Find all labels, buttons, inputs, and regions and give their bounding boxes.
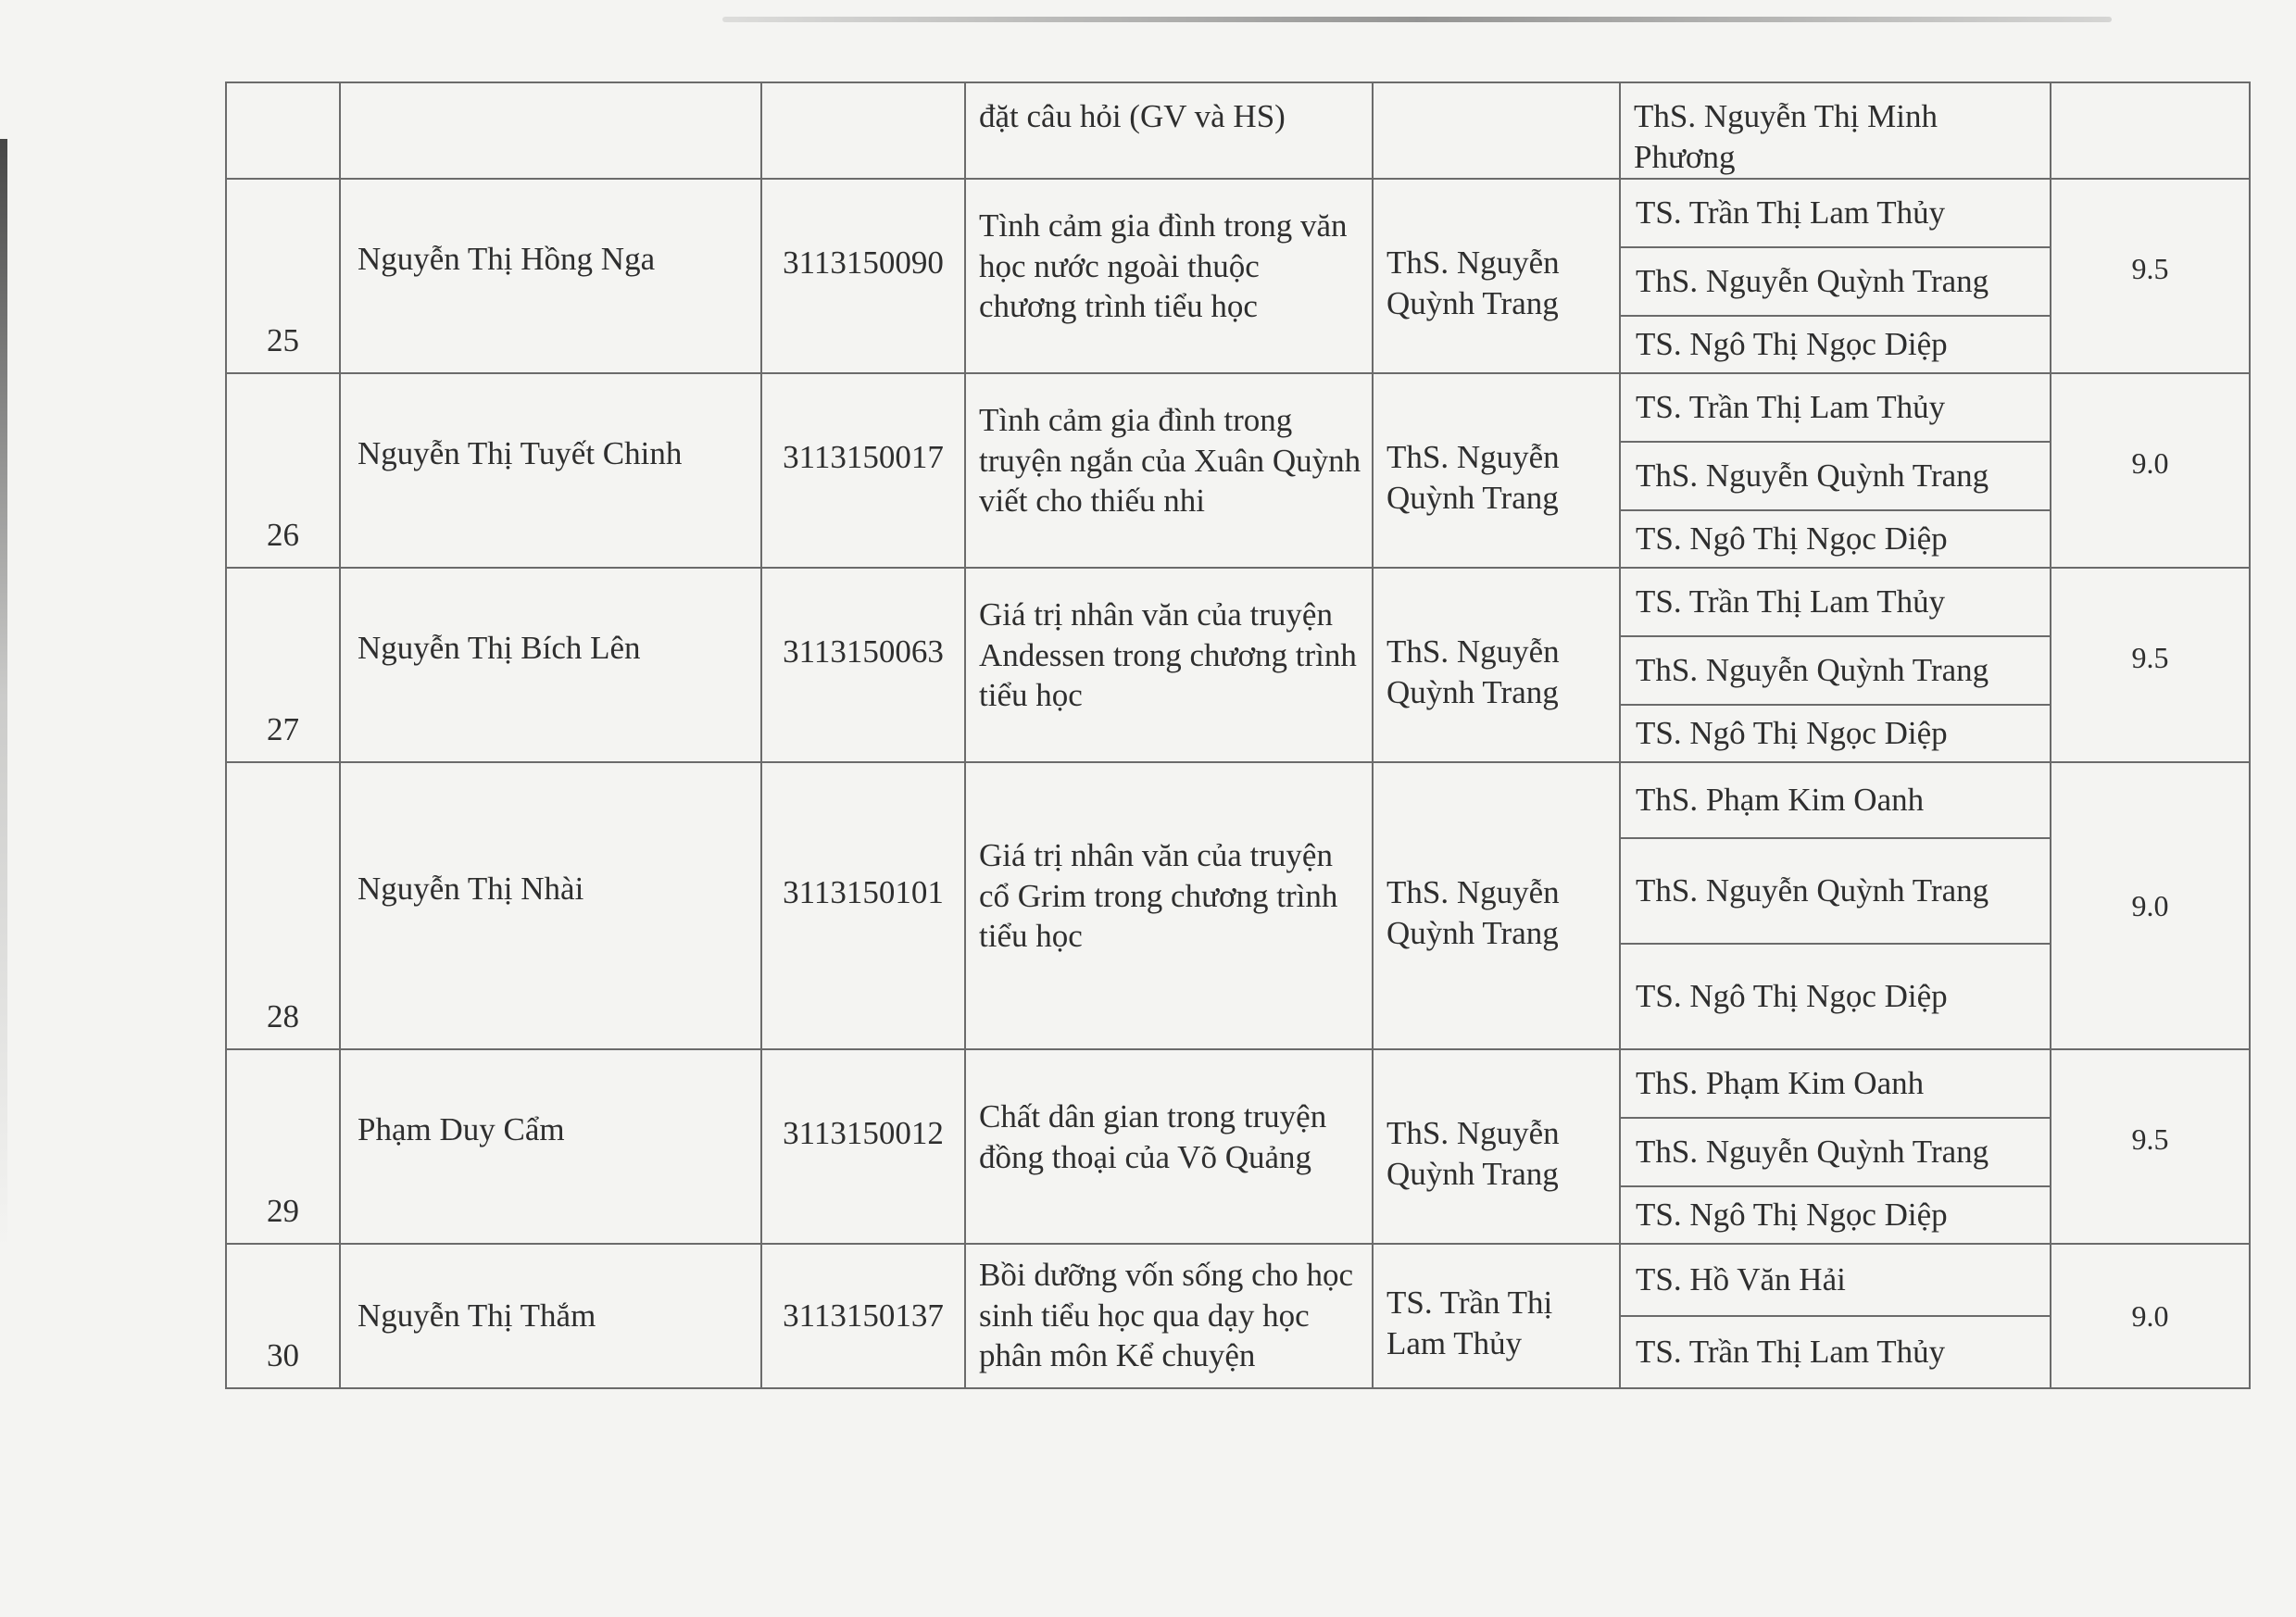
advisor-text: ThS. Nguyễn Quỳnh Trang (1386, 438, 1560, 516)
student-name: Nguyễn Thị Bích Lên (358, 629, 641, 666)
cell-council-member: ThS. Phạm Kim Oanh (1620, 762, 2051, 838)
cell-topic (965, 568, 1373, 762)
score-text: 9.5 (2131, 640, 2169, 674)
council-member-cont: Phương (1634, 138, 1736, 175)
cell-student-id (761, 1049, 965, 1244)
cell-student-id (761, 1244, 965, 1388)
cell-stt: 26 (226, 373, 340, 568)
cell-council-member: ThS. Nguyễn Quỳnh Trang (1620, 442, 2051, 510)
table-row (226, 1244, 2250, 1316)
council-member: ThS. Nguyễn Thị Minh (1634, 98, 1938, 134)
student-id: 3113150090 (783, 244, 944, 281)
cell-stt: 25 (226, 179, 340, 373)
topic-text: Chất dân gian trong truyện đồng thoại của Võ Quảng (979, 1097, 1327, 1175)
cell-council-member: TS. Trần Thị Lam Thủy (1620, 568, 2051, 636)
student-name: Phạm Duy Cẩm (358, 1110, 565, 1147)
cell-stt: 27 (226, 568, 340, 762)
cell-advisor (1373, 568, 1620, 762)
cell-council-member: TS. Ngô Thị Ngọc Diệp (1620, 705, 2051, 762)
topic-text: Bồi dưỡng vốn sống cho học sinh tiểu học qua dạy học phân môn Kể chuyện (979, 1256, 1353, 1374)
cell-name (340, 762, 761, 1049)
table-row (226, 762, 2250, 838)
cell-topic (965, 373, 1373, 568)
cell-topic (965, 762, 1373, 1049)
topic-text: Giá trị nhân văn của truyện cổ Grim trong chương trình tiểu học (979, 836, 1338, 955)
student-name: Nguyễn Thị Nhài (358, 870, 584, 907)
score-text: 9.5 (2131, 1122, 2169, 1156)
cell-council-member: TS. Ngô Thị Ngọc Diệp (1620, 1186, 2051, 1244)
score-text: 9.0 (2131, 1298, 2169, 1333)
student-id: 3113150063 (783, 633, 944, 670)
cell-student-id (761, 82, 965, 179)
table-row (226, 373, 2250, 442)
cell-council-member: TS. Ngô Thị Ngọc Diệp (1620, 944, 2051, 1049)
cell-name (340, 82, 761, 179)
cell-student-id (761, 373, 965, 568)
score-text: 9.0 (2131, 445, 2169, 480)
topic-text: Tình cảm gia đình trong truyện ngắn của Xuân Quỳnh viết cho thiếu nhi (979, 401, 1361, 520)
cell-name (340, 1244, 761, 1388)
student-id: 3113150017 (783, 438, 944, 475)
cell-stt: 29 (226, 1049, 340, 1244)
cell-student-id (761, 568, 965, 762)
topic-text: đặt câu hỏi (GV và HS) (979, 98, 1286, 134)
score-text: 9.5 (2131, 251, 2169, 285)
cell-name (340, 373, 761, 568)
advisor-text: ThS. Nguyễn Quỳnh Trang (1386, 244, 1560, 321)
topic-text: Giá trị nhân văn của truyện Andessen trong chương trình tiểu học (979, 595, 1357, 714)
cell-council-member: TS. Trần Thị Lam Thủy (1620, 1316, 2051, 1388)
scan-edge-top (722, 17, 2112, 22)
thesis-results-table (225, 81, 2251, 1389)
advisor-text: ThS. Nguyễn Quỳnh Trang (1386, 1114, 1560, 1192)
student-name: Nguyễn Thị Hồng Nga (358, 240, 656, 277)
cell-council-member: ThS. Nguyễn Quỳnh Trang (1620, 838, 2051, 944)
cell-council (1620, 82, 2051, 179)
cell-advisor (1373, 82, 1620, 179)
cell-topic (965, 1244, 1373, 1388)
cell-advisor (1373, 1049, 1620, 1244)
cell-topic (965, 179, 1373, 373)
cell-council-member: TS. Trần Thị Lam Thủy (1620, 179, 2051, 247)
cell-student-id (761, 179, 965, 373)
cell-advisor (1373, 179, 1620, 373)
cell-name (340, 568, 761, 762)
cell-name (340, 179, 761, 373)
cell-score (2051, 568, 2250, 762)
cell-student-id (761, 762, 965, 1049)
cell-score (2051, 179, 2250, 373)
advisor-text: ThS. Nguyễn Quỳnh Trang (1386, 633, 1560, 710)
cell-name (340, 1049, 761, 1244)
advisor-text: TS. Trần Thị Lam Thủy (1386, 1284, 1553, 1361)
student-id: 3113150101 (783, 873, 944, 910)
cell-stt: 28 (226, 762, 340, 1049)
results-table-wrapper (225, 81, 2249, 1389)
cell-score (2051, 82, 2250, 179)
score-text: 9.0 (2131, 888, 2169, 922)
student-name: Nguyễn Thị Tuyết Chinh (358, 434, 683, 471)
cell-council-member: TS. Ngô Thị Ngọc Diệp (1620, 510, 2051, 568)
cell-score (2051, 373, 2250, 568)
cell-topic (965, 82, 1373, 179)
continuation-row (226, 82, 2250, 179)
topic-text: Tình cảm gia đình trong văn học nước ngoài thuộc chương trình tiểu học (979, 207, 1348, 325)
cell-advisor (1373, 762, 1620, 1049)
scan-edge-left (0, 139, 7, 1250)
cell-stt: 30 (226, 1244, 340, 1388)
cell-council-member: ThS. Nguyễn Quỳnh Trang (1620, 636, 2051, 705)
table-row (226, 1049, 2250, 1118)
cell-advisor (1373, 1244, 1620, 1388)
cell-score (2051, 1049, 2250, 1244)
table-row (226, 179, 2250, 247)
cell-council-member: ThS. Nguyễn Quỳnh Trang (1620, 1118, 2051, 1186)
cell-score (2051, 1244, 2250, 1388)
cell-stt (226, 82, 340, 179)
cell-council-member: TS. Ngô Thị Ngọc Diệp (1620, 316, 2051, 373)
cell-council-member: TS. Hồ Văn Hải (1620, 1244, 2051, 1316)
table-row (226, 568, 2250, 636)
student-id: 3113150012 (783, 1114, 944, 1151)
cell-council-member: ThS. Nguyễn Quỳnh Trang (1620, 247, 2051, 316)
cell-council-member: TS. Trần Thị Lam Thủy (1620, 373, 2051, 442)
cell-topic (965, 1049, 1373, 1244)
student-name: Nguyễn Thị Thắm (358, 1297, 596, 1334)
student-id: 3113150137 (783, 1297, 944, 1334)
cell-score (2051, 762, 2250, 1049)
advisor-text: ThS. Nguyễn Quỳnh Trang (1386, 873, 1560, 951)
cell-advisor (1373, 373, 1620, 568)
cell-council-member: ThS. Phạm Kim Oanh (1620, 1049, 2051, 1118)
